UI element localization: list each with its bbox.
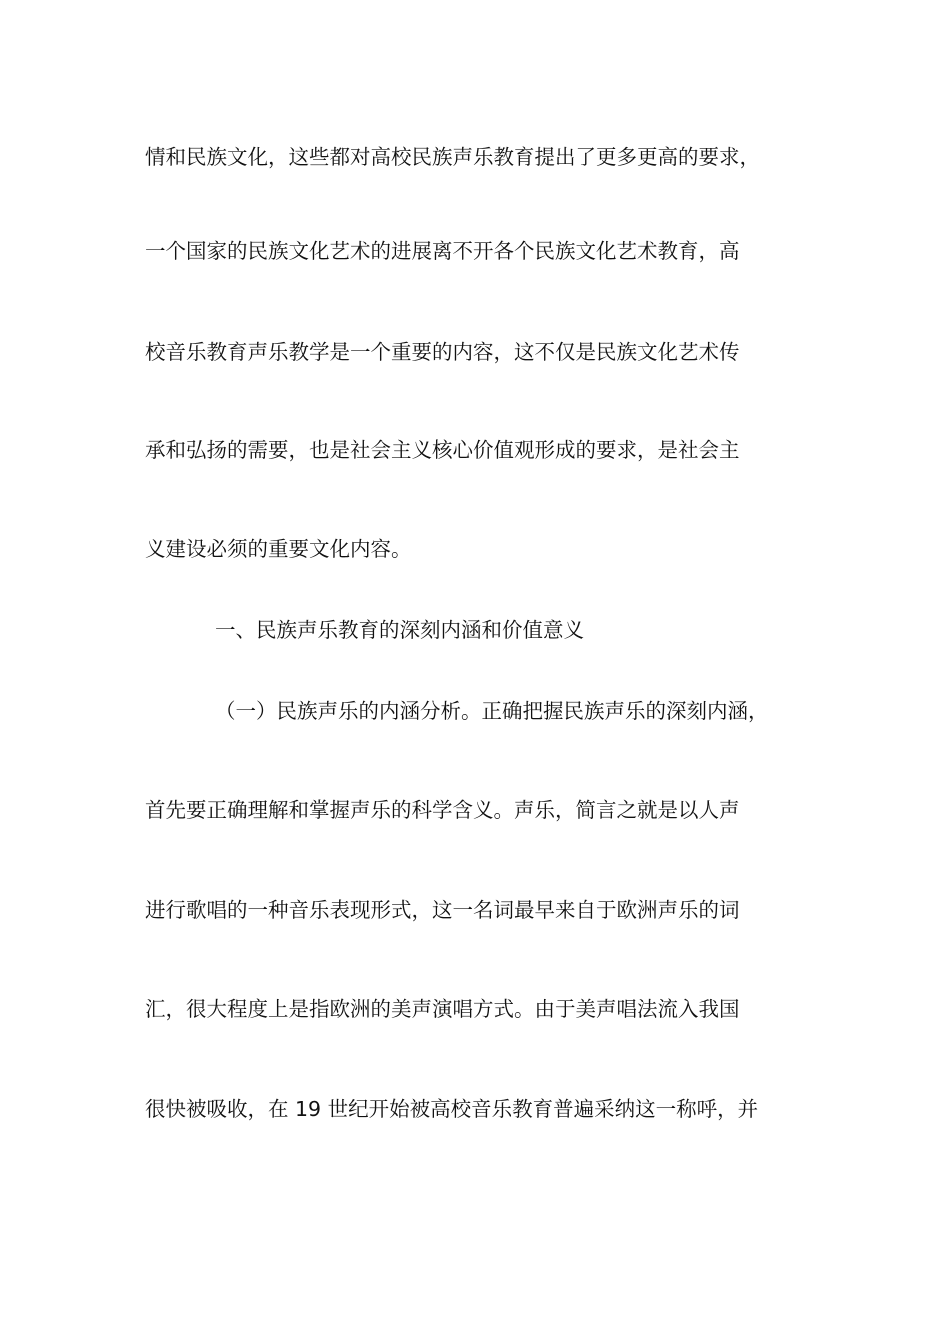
- paragraph-line: 一个国家的民族文化艺术的进展离不开各个民族文化艺术教育，高: [145, 239, 740, 263]
- section-heading: 一、民族声乐教育的深刻内涵和价值意义: [215, 618, 584, 642]
- paragraph-line: 很快被吸收，在 19 世纪开始被高校音乐教育普遍采纳这一称呼，并: [145, 1097, 759, 1121]
- subsection-line: （一）民族声乐的内涵分析。正确把握民族声乐的深刻内涵，: [215, 699, 769, 723]
- paragraph-line: 承和弘扬的需要，也是社会主义核心价值观形成的要求，是社会主: [145, 438, 740, 462]
- paragraph-line: 首先要正确理解和掌握声乐的科学含义。声乐，简言之就是以人声: [145, 798, 740, 822]
- paragraph-line: 义建设必须的重要文化内容。: [145, 537, 412, 561]
- paragraph-line: 情和民族文化，这些都对高校民族声乐教育提出了更多更高的要求，: [145, 145, 760, 169]
- paragraph-line: 进行歌唱的一种音乐表现形式，这一名词最早来自于欧洲声乐的词: [145, 898, 740, 922]
- paragraph-line: 校音乐教育声乐教学是一个重要的内容，这不仅是民族文化艺术传: [145, 340, 740, 364]
- paragraph-line: 汇，很大程度上是指欧洲的美声演唱方式。由于美声唱法流入我国: [145, 997, 740, 1021]
